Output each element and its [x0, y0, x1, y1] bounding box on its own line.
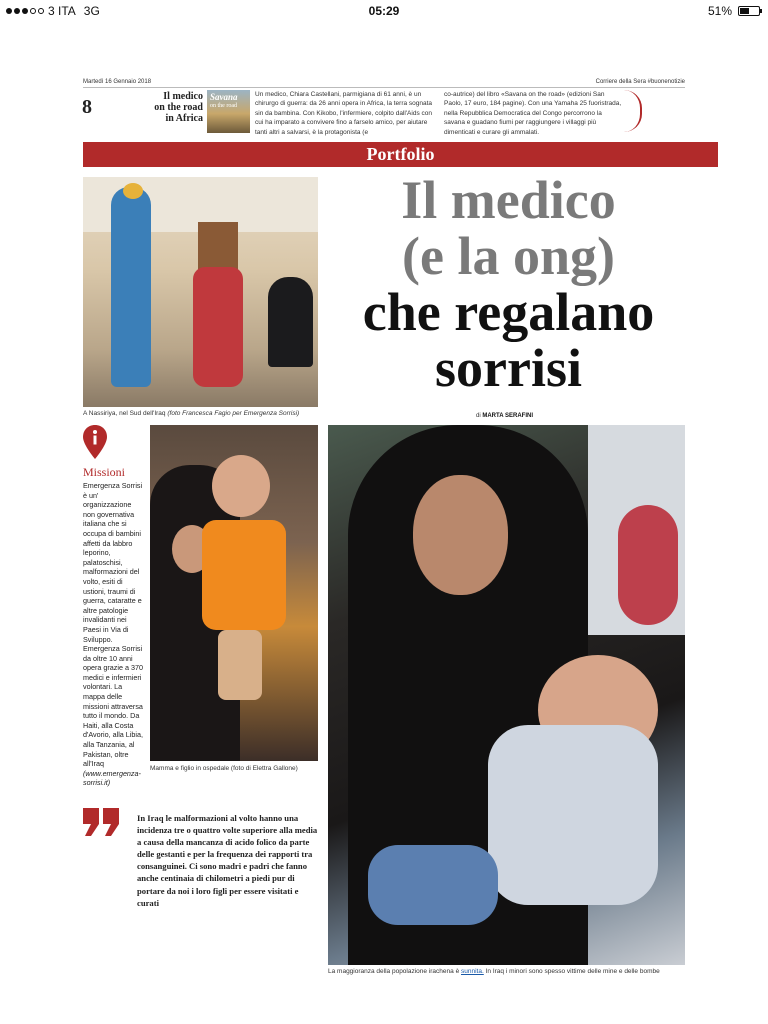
photo3-caption-rest: In Iraq i minori sono spesso vittime delle mine e delle bombe — [483, 968, 660, 975]
headline-line-3: che regalano — [362, 282, 655, 342]
quote-mark-icon — [83, 808, 121, 836]
kicker-line: Il medico — [163, 91, 203, 102]
section-kicker — [140, 91, 203, 124]
kicker-line: on the road — [154, 102, 203, 113]
headline-line-1: Il medico — [401, 170, 616, 230]
headline-line-2: (e la ong) — [402, 226, 615, 286]
photo3-caption-link[interactable]: sunnita. — [461, 968, 484, 975]
status-bar — [0, 0, 768, 22]
battery-icon — [738, 6, 760, 16]
photo-dancing-nurse — [83, 177, 318, 407]
photo1-credit: (foto Francesca Fagio per Emergenza Sorrisi) — [167, 410, 300, 417]
network-type: 3G — [83, 4, 100, 18]
sidebar-text — [83, 481, 143, 788]
header-rule — [83, 87, 685, 88]
sidebar-title: Missioni — [83, 465, 126, 479]
book-cover-subtitle: on the road — [210, 103, 237, 109]
byline-author: MARTA SERAFINI — [482, 413, 534, 419]
sidebar-website: (www.emergenza-sorrisi.it) — [83, 768, 141, 788]
photo-mother-holding-baby — [328, 425, 685, 965]
kicker-line: in Africa — [165, 113, 203, 124]
sidebar-body: Emergenza Sorrisi è un' organizzazione non governativa italiana che si occupa di bambini affetti da labbro leporino, palatoschisi, malformazioni del volto, esiti di ustioni, traumi di guerra, cataratte e altre patologie invalidanti nei Paesi in Via di Sviluppo. Emergenza Sorrisi da oltre 10 anni opera grazie a 370 medici e infermieri volontari. La mappa delle missioni attraversa tutto il mondo. Da Haiti, alla Costa d'Avorio, alla Libia, alla Tanzania, al Pakistan, oltre all'Iraq — [83, 481, 143, 769]
headline-line-4: sorrisi — [435, 338, 582, 398]
book-cover-thumbnail — [207, 90, 250, 133]
section-banner: Portfolio — [83, 142, 718, 167]
photo1-caption-text: A Nassiriya, nel Sud dell'Iraq — [83, 410, 166, 417]
book-cover-title: Savana — [210, 92, 238, 102]
intro-text-col1: Un medico, Chiara Castellani, parmigiana di 61 anni, è un chirurgo di guerra: da 26 anni opera in Africa, la terra sognata sin da bambina. Con Kikobo, l'infermiere, colpito dall'Aids con cui ha imparato a convivere fino a farselo amico, per aiutare tanti altri a salvarsi, è la protagonista (e — [255, 91, 433, 136]
page-number: 8 — [82, 96, 92, 118]
photo3-caption-text: La maggioranza della popolazione irachena è — [328, 968, 460, 975]
byline-prefix: di — [476, 413, 481, 419]
photo-mother-and-child — [150, 425, 318, 761]
intro-text-col2: co-autrice) del libro «Savana on the road» (edizioni San Paolo, 17 euro, 184 pagine). Con una Yamaha 25 fuoristrada, nella Repubblica Democratica del Congo percorrono la savana e guadano fiumi per raggiungere i villaggi più dimenticati e curare gli ammalati. — [444, 91, 622, 136]
clock: 05:29 — [368, 4, 400, 18]
headline — [330, 172, 687, 396]
photo2-caption: Mamma e figlio in ospedale (foto di Elettra Gallone) — [150, 765, 298, 772]
closing-bracket-decoration — [624, 90, 642, 132]
photo3-caption — [328, 968, 660, 975]
carrier-name: 3 ITA — [48, 4, 76, 18]
pull-quote: In Iraq le malformazioni al volto hanno una incidenza tre o quattro volte superiore alla media a causa della mancanza di acido folico da parte delle gestanti e per la frequenza dei rapporti tra consanguinei. Ci sono madri e padri che fanno anche centinaia di chilometri a piedi pur di portare da noi i loro figli per essere visitati e curati — [137, 813, 318, 908]
battery-percent: 51% — [707, 4, 732, 18]
info-pin-icon — [83, 425, 107, 459]
issue-date: Martedì 16 Gennaio 2018 — [83, 79, 152, 85]
masthead-label: Corriere della Sera #buonenotizie — [595, 79, 685, 85]
photo1-caption — [83, 410, 299, 417]
byline — [476, 413, 533, 419]
